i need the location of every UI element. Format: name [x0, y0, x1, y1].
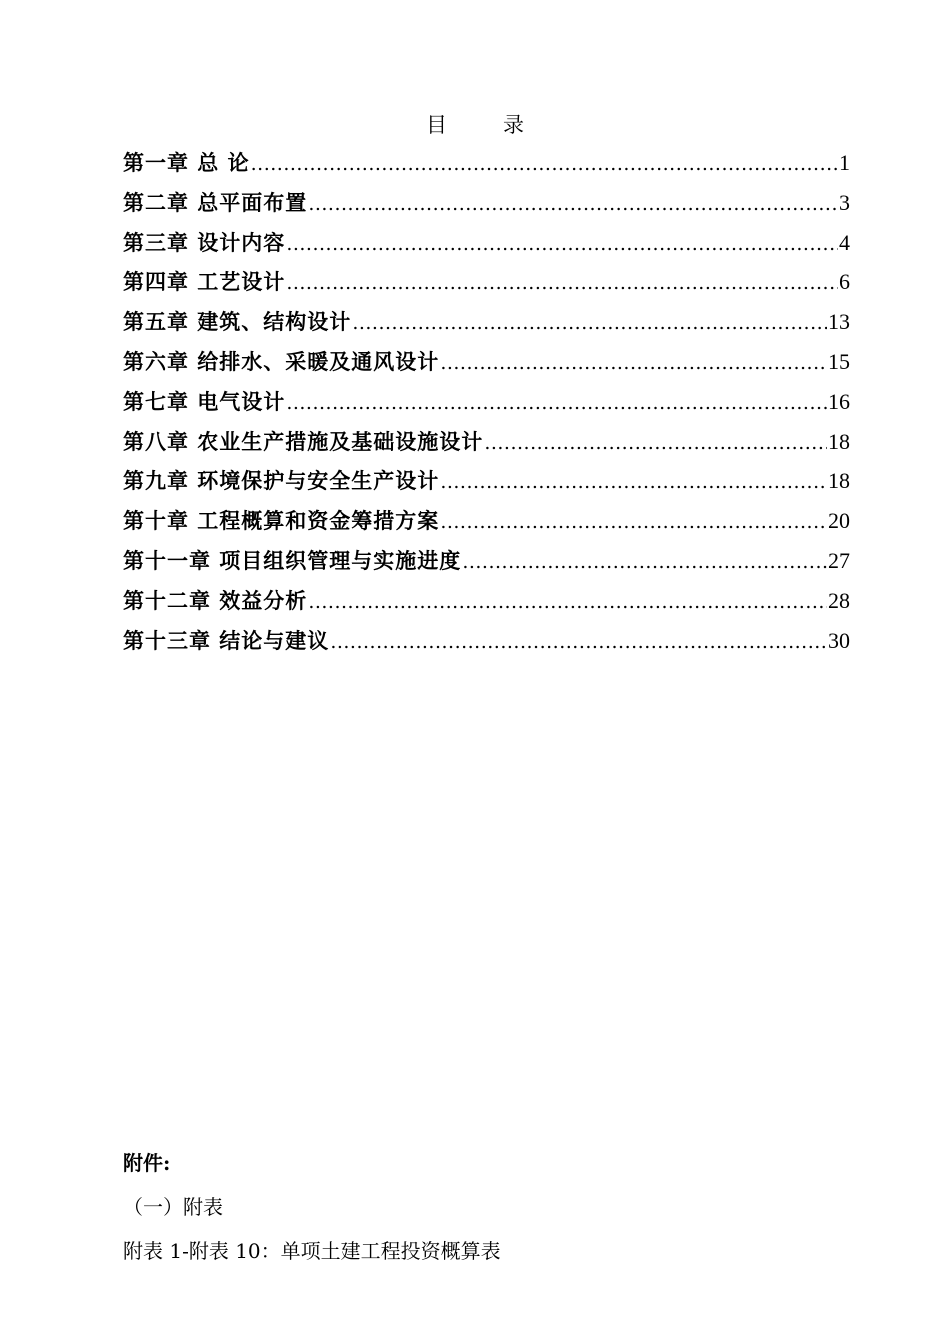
- toc-dot-leader: [308, 186, 838, 222]
- toc-entry-label: 第七章 电气设计: [123, 388, 286, 414]
- toc-entry-page: 20: [828, 508, 850, 534]
- toc-dot-leader: [484, 425, 827, 461]
- toc-list: [123, 145, 850, 662]
- toc-entry-label: 第三章 设计内容: [123, 229, 286, 255]
- appendix-section-heading: （一）附表: [123, 1195, 223, 1219]
- toc-dot-leader: [286, 226, 838, 262]
- toc-dot-leader: [440, 504, 827, 540]
- toc-entry-label: 第二章 总平面布置: [123, 189, 308, 215]
- toc-entry[interactable]: [123, 185, 850, 225]
- toc-entry-label: 第一章 总 论: [123, 150, 250, 175]
- appendix-title: 附件:: [123, 1151, 171, 1175]
- toc-entry-page: 27: [828, 547, 850, 573]
- toc-title: 目录: [426, 113, 580, 137]
- toc-dot-leader: [440, 345, 827, 381]
- toc-entry[interactable]: [123, 503, 850, 543]
- toc-entry-label: 第十二章 效益分析: [123, 587, 308, 613]
- toc-dot-leader: [440, 464, 827, 500]
- toc-entry-page: 30: [828, 627, 850, 653]
- toc-dot-leader: [251, 146, 838, 182]
- toc-entry-label: 第八章 农业生产措施及基础设施设计: [123, 428, 484, 454]
- toc-entry[interactable]: [123, 344, 850, 384]
- toc-entry-label: 第六章 给排水、采暖及通风设计: [123, 348, 440, 374]
- toc-entry-page: 6: [839, 269, 850, 295]
- toc-dot-leader: [286, 385, 827, 421]
- toc-entry-label: 第十一章 项目组织管理与实施进度: [123, 547, 462, 573]
- toc-dot-leader: [308, 584, 827, 620]
- toc-dot-leader: [330, 624, 827, 660]
- toc-entry[interactable]: [123, 145, 850, 185]
- toc-entry-page: 1: [839, 150, 850, 175]
- toc-entry[interactable]: [123, 543, 850, 583]
- toc-entry-page: 18: [828, 428, 850, 454]
- appendix-section: [123, 1148, 843, 1266]
- toc-entry[interactable]: [123, 225, 850, 265]
- toc-entry-page: 18: [828, 468, 850, 494]
- toc-entry-label: 第十章 工程概算和资金筹措方案: [123, 508, 440, 534]
- toc-entry-label: 第四章 工艺设计: [123, 269, 286, 295]
- toc-entry-page: 16: [828, 388, 850, 414]
- toc-entry-label: 第九章 环境保护与安全生产设计: [123, 468, 440, 494]
- toc-entry-label: 第十三章 结论与建议: [123, 627, 330, 653]
- toc-entry[interactable]: [123, 463, 850, 503]
- toc-entry[interactable]: [123, 424, 850, 464]
- toc-entry-page: 13: [828, 309, 850, 335]
- toc-entry[interactable]: [123, 384, 850, 424]
- toc-entry[interactable]: [123, 264, 850, 304]
- toc-entry[interactable]: [123, 623, 850, 663]
- toc-entry-page: 4: [839, 229, 850, 255]
- toc-entry[interactable]: [123, 583, 850, 623]
- toc-dot-leader: [352, 305, 827, 341]
- toc-entry[interactable]: [123, 304, 850, 344]
- toc-dot-leader: [462, 544, 827, 580]
- toc-entry-page: 28: [828, 587, 850, 613]
- appendix-table-line: 附表 1-附表 10：单项土建工程投资概算表: [123, 1239, 501, 1263]
- toc-entry-label: 第五章 建筑、结构设计: [123, 309, 352, 335]
- toc-dot-leader: [286, 265, 838, 301]
- toc-entry-page: 3: [839, 189, 850, 215]
- toc-entry-page: 15: [828, 348, 850, 374]
